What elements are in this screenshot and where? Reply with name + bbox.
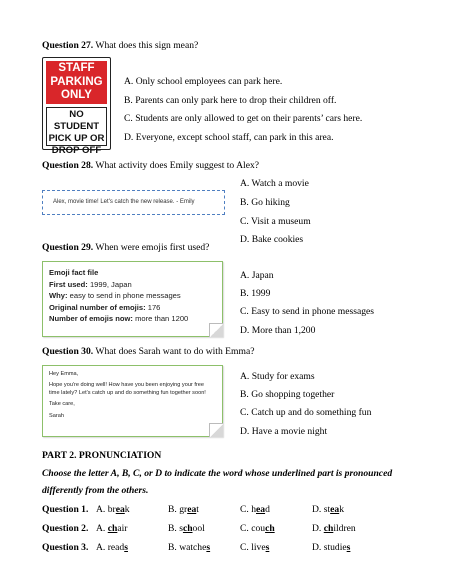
- letter-note: [42, 365, 223, 437]
- pron-option[interactable]: [96, 523, 127, 534]
- question-number: Question 27.: [42, 40, 94, 51]
- note-row: [49, 290, 216, 302]
- opt-prefix: B. s: [168, 523, 183, 534]
- note-row: [49, 302, 216, 314]
- sign-line: NO STUDENT: [53, 109, 100, 132]
- q30-option-b[interactable]: B. Go shopping together: [240, 389, 335, 400]
- opt-prefix: A.: [96, 523, 108, 534]
- q30-option-d[interactable]: D. Have a movie night: [240, 426, 328, 437]
- pron-option[interactable]: [240, 504, 270, 515]
- instruction-line: Choose the letter A, B, C, or D to indicate the word whose underlined part is pronounced: [42, 468, 393, 479]
- opt-suffix: t: [196, 504, 199, 515]
- sign-top-panel: [46, 61, 107, 104]
- question-text: When were emojis first used?: [93, 242, 210, 253]
- opt-underlined: ch: [265, 523, 275, 534]
- opt-suffix: ool: [192, 523, 205, 534]
- note-label: Why:: [49, 291, 68, 301]
- sign-line: DROP OFF: [51, 145, 102, 156]
- opt-prefix: C. h: [240, 504, 256, 515]
- note-label: Number of emojis now:: [49, 314, 133, 324]
- opt-underlined: ea: [256, 504, 266, 515]
- pron-option[interactable]: [240, 523, 275, 534]
- pron-question-number: [42, 523, 88, 534]
- opt-suffix: air: [117, 523, 128, 534]
- question-text: What does Sarah want to do with Emma?: [93, 346, 255, 357]
- pron-option[interactable]: [168, 504, 199, 515]
- question-27-title: [42, 40, 198, 51]
- message-box: Alex, movie time! Let's catch the new release. - Emily: [42, 190, 225, 215]
- q29-option-b[interactable]: B. 1999: [240, 288, 271, 299]
- pron-option[interactable]: [168, 523, 205, 534]
- opt-prefix: B. gr: [168, 504, 188, 515]
- question-number: Question 29.: [42, 242, 94, 253]
- pron-option[interactable]: [312, 504, 344, 515]
- part-heading: PART 2. PRONUNCIATION: [42, 450, 162, 461]
- q29-option-a[interactable]: A. Japan: [240, 270, 274, 281]
- question-text: What does this sign mean?: [93, 40, 199, 51]
- note-label: First used:: [49, 279, 88, 289]
- pron-option[interactable]: [96, 542, 128, 553]
- opt-underlined: s: [346, 542, 351, 553]
- opt-prefix: D. st: [312, 504, 331, 515]
- note-value: 1999, Japan: [87, 279, 132, 289]
- question-29-title: [42, 242, 209, 253]
- instruction-line: differently from the others.: [42, 485, 149, 496]
- q27-option-c[interactable]: C. Students are only allowed to get on their parents’ cars here.: [124, 113, 363, 124]
- pron-option[interactable]: [312, 523, 356, 534]
- pron-number: Question 2.: [42, 523, 89, 534]
- q28-option-c[interactable]: C. Visit a museum: [240, 216, 311, 227]
- question-text: What activity does Emily suggest to Alex?: [93, 160, 260, 171]
- pron-option[interactable]: [96, 504, 130, 515]
- opt-prefix: D.: [312, 523, 324, 534]
- q28-option-a[interactable]: A. Watch a movie: [240, 178, 309, 189]
- pron-number: Question 1.: [42, 504, 89, 515]
- opt-underlined: ch: [323, 523, 334, 534]
- q30-option-a[interactable]: A. Study for exams: [240, 371, 315, 382]
- opt-suffix: k: [124, 504, 130, 515]
- pron-question-number: [42, 542, 88, 553]
- sign-line: ONLY: [61, 89, 92, 101]
- opt-suffix: k: [339, 504, 344, 515]
- q29-option-d[interactable]: D. More than 1,200: [240, 325, 316, 336]
- opt-suffix: ildren: [333, 523, 356, 534]
- q27-option-b[interactable]: B. Parents can only park here to drop their children off.: [124, 95, 337, 106]
- opt-underlined: ch: [182, 523, 193, 534]
- opt-underlined: ea: [330, 504, 340, 515]
- q28-option-d[interactable]: D. Bake cookies: [240, 234, 304, 245]
- pron-option[interactable]: [240, 542, 269, 553]
- question-number: Question 30.: [42, 346, 94, 357]
- pron-option[interactable]: [312, 542, 350, 553]
- note-value: 176: [145, 302, 161, 312]
- page-curl-icon: [209, 323, 223, 337]
- note-label: Original number of emojis:: [49, 302, 146, 312]
- q30-option-c[interactable]: C. Catch up and do something fun: [240, 407, 372, 418]
- question-number: Question 28.: [42, 160, 94, 171]
- opt-underlined: ea: [187, 504, 197, 515]
- sign-line: PICK UP OR: [48, 133, 105, 144]
- sign-bottom-panel: [46, 107, 107, 156]
- opt-prefix: D. studie: [312, 542, 347, 553]
- q28-option-b[interactable]: B. Go hiking: [240, 197, 290, 208]
- note-value: more than 1200: [132, 314, 189, 324]
- opt-prefix: A. read: [96, 542, 125, 553]
- note-signature: Sarah: [49, 412, 64, 419]
- opt-prefix: B. watche: [168, 542, 207, 553]
- note-title: Emoji fact file: [49, 268, 99, 277]
- question-30-title: [42, 346, 254, 357]
- note-closing: Take care,: [49, 401, 75, 408]
- question-28-title: [42, 160, 259, 171]
- pron-option[interactable]: [168, 542, 210, 553]
- opt-suffix: d: [265, 504, 270, 515]
- opt-underlined: s: [265, 542, 270, 553]
- opt-underlined: ea: [115, 504, 125, 515]
- sign-line: STAFF: [58, 62, 95, 74]
- emoji-fact-note: [42, 261, 223, 337]
- opt-underlined: ch: [107, 523, 118, 534]
- note-row: [49, 279, 216, 291]
- opt-prefix: A. br: [96, 504, 116, 515]
- pron-number: Question 3.: [42, 542, 89, 553]
- opt-prefix: C. cou: [240, 523, 266, 534]
- pron-question-number: [42, 504, 88, 515]
- q27-option-a[interactable]: A. Only school employees can park here.: [124, 76, 283, 87]
- note-greeting: Hey Emma,: [49, 371, 79, 377]
- note-value: easy to send in phone messages: [67, 291, 181, 301]
- staff-parking-sign: [42, 57, 111, 156]
- note-body: Hope you're doing well! How have you been enjoying your free time lately? Let's catch up and do something fun together soon!: [49, 382, 206, 396]
- q29-option-c[interactable]: C. Easy to send in phone messages: [240, 306, 375, 317]
- opt-prefix: C. live: [240, 542, 266, 553]
- note-row: [49, 313, 216, 325]
- q27-option-d[interactable]: D. Everyone, except school staff, can park in this area.: [124, 132, 334, 143]
- opt-underlined: s: [124, 542, 128, 553]
- sign-line: PARKING: [50, 75, 103, 88]
- opt-underlined: s: [206, 542, 211, 553]
- page-curl-icon: [209, 423, 223, 437]
